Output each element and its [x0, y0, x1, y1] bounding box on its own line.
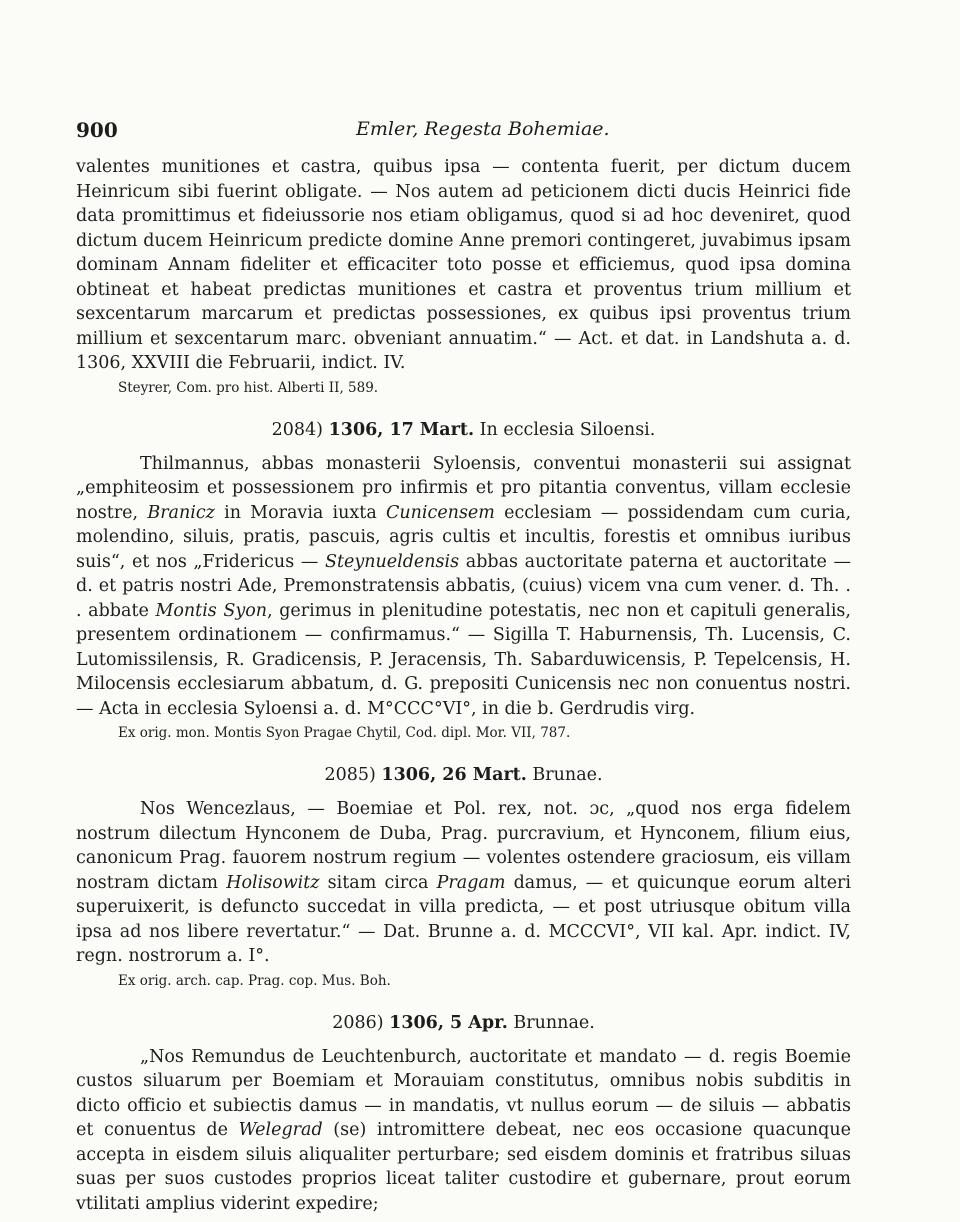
running-title: Emler, Regesta Bohemiae.	[356, 118, 610, 140]
entry-date: 1306, 26 Mart.	[381, 765, 527, 785]
entry-heading-2085	[76, 763, 851, 787]
entry-place: Brunnae.	[513, 1012, 595, 1033]
place-name-italic: Steynueldensis	[324, 551, 460, 572]
source-note: Ex orig. arch. cap. Prag. cop. Mus. Boh.	[118, 972, 391, 989]
continued-paragraph: valentes munitiones et castra, quibus ipsa — contenta fuerit, per dictum ducem Heinricum sibi fuerint obligate. — Nos autem ad peticionem dicti ducis Heinrici fide data promittimus et fideiussorie nos etiam obligamus, quod si ad hoc deveniret, quod dictum ducem Heinricum predicte domine Anne premori contingeret, juvabimus ipsam dominam Annam fideliter et efficaciter toto posse et efficiemus, quod ipsa domina obtineat et habeat predictas munitiones et castra et proventus trium millium et sexcentarum marcarum et predictas possessiones, ex quibus ipsi proventus trium millium et sexcentarum marc. obveniant annuatim.“ — Act. et dat. in Landshuta a. d. 1306, XXVIII die Februarii, indict. IV.	[76, 157, 851, 373]
entry-place: Brunae.	[532, 765, 603, 785]
place-name-italic: Holisowitz	[226, 872, 320, 893]
place-name-italic: Branicz	[147, 502, 215, 523]
entry-number: 2084)	[271, 419, 324, 440]
entry-number: 2085)	[324, 765, 376, 785]
text-fragment: abbas auctoritate paterna et auctoritate — d. et patris nostri Ade, Premonstratensis abbatis, (cuius) vicem vna cum vener. d. Th. . . abbate	[76, 551, 851, 621]
text-fragment: Thilmannus, abbas monasterii Syloensis, conventui monasterii sui assignat „emphiteosim et possessionem pro infirmis et pro pitantia conventus, villam ecclesie nostre,	[76, 453, 851, 523]
text-fragment: (se) intromittere debeat, nec eos occasione quacunque accepta in eisdem siluis aliqualiter perturbare; sed eisdem dominis et fratribus siluas suas per suos custodes proprios liceat taliter custodire et gubernare, prout eorum vtilitati amplius viderint expedire;	[76, 1120, 851, 1214]
text-fragment: damus, — et quicunque eorum alteri superuixerit, is defuncto succedat in villa predicta, — et post utriusque obitum villa ipsa ad nos libere revertatur.“ — Dat. Brunne a. d. MCCCVI°, VII kal. Apr. indict. IV, regn. nostrorum a. I°.	[76, 872, 852, 966]
entry-heading-2086	[76, 1011, 851, 1035]
text-fragment: in Moravia iuxta	[214, 502, 386, 523]
page-header	[76, 118, 856, 148]
source-note: Ex orig. mon. Montis Syon Pragae Chytil, Cod. dipl. Mor. VII, 787.	[118, 725, 571, 741]
entry-heading-2084	[76, 418, 851, 442]
place-name-italic: Pragam	[436, 872, 506, 893]
entry-text-2085	[76, 797, 851, 969]
entry-number: 2086)	[332, 1012, 384, 1033]
place-name-italic: Cunicensem	[385, 502, 495, 523]
entry-place: In ecclesia Siloensi.	[479, 419, 656, 440]
entry-date: 1306, 5 Apr.	[389, 1012, 508, 1033]
text-fragment: sitam circa	[319, 872, 437, 893]
text-fragment: „Nos Remundus de Leuchtenburch, auctoritate et mandato — d. regis Boemie custos siluarum per Boemiam et Morauiam constitutus, omnibus nobis subditis in dicto officio et subiectis damus — in mandatis, vt nullus eorum — de siluis — abbatis et conuentus de	[76, 1046, 851, 1140]
entry-text-2086	[76, 1045, 851, 1217]
place-name-italic: Welegrad	[238, 1120, 323, 1140]
page-number: 900	[76, 118, 118, 142]
text-fragment: Nos Wencezlaus, — Boemiae et Pol. rex, not. ɔc, „quod nos erga fidelem nostrum dilectum Hynconem de Duba, Prag. purcravium, et Hynconem, filium eius, canonicum Prag. fauorem nostrum regium — volentes ostendere graciosum, eis villam nostram dictam	[76, 799, 851, 893]
page-body	[76, 155, 851, 1216]
entry-text-2084	[76, 452, 851, 722]
entry-date: 1306, 17 Mart.	[328, 419, 475, 440]
text-fragment: , gerimus in plenitudine potestatis, nec non et capituli generalis, presentem ordinationem — confirmamus.“ — Sigilla T. Haburnensis, Th. Lucensis, C. Lutomissilensis, R. Gradicensis, P. Jeracensis, Th. Sabarduwicensis, P. Tepelcensis, H. Milocensis ecclesiarum abbatum, d. G. prepositi Cunicensis nec non conuentus nostri. — Acta in ecclesia Syloensi a. d. M°CCC°VI°, in die b. Gerdrudis virg.	[76, 600, 851, 719]
place-name-italic: Montis Syon	[155, 600, 268, 621]
source-note: Steyrer, Com. pro hist. Alberti II, 589.	[118, 379, 379, 396]
text-fragment: ecclesiam — possidendam cum curia, molendino, siluis, pratis, pascuis, agris cultis et incultis, forestis et omnibus iuribus suis“, et nos „Fridericus —	[76, 502, 852, 572]
